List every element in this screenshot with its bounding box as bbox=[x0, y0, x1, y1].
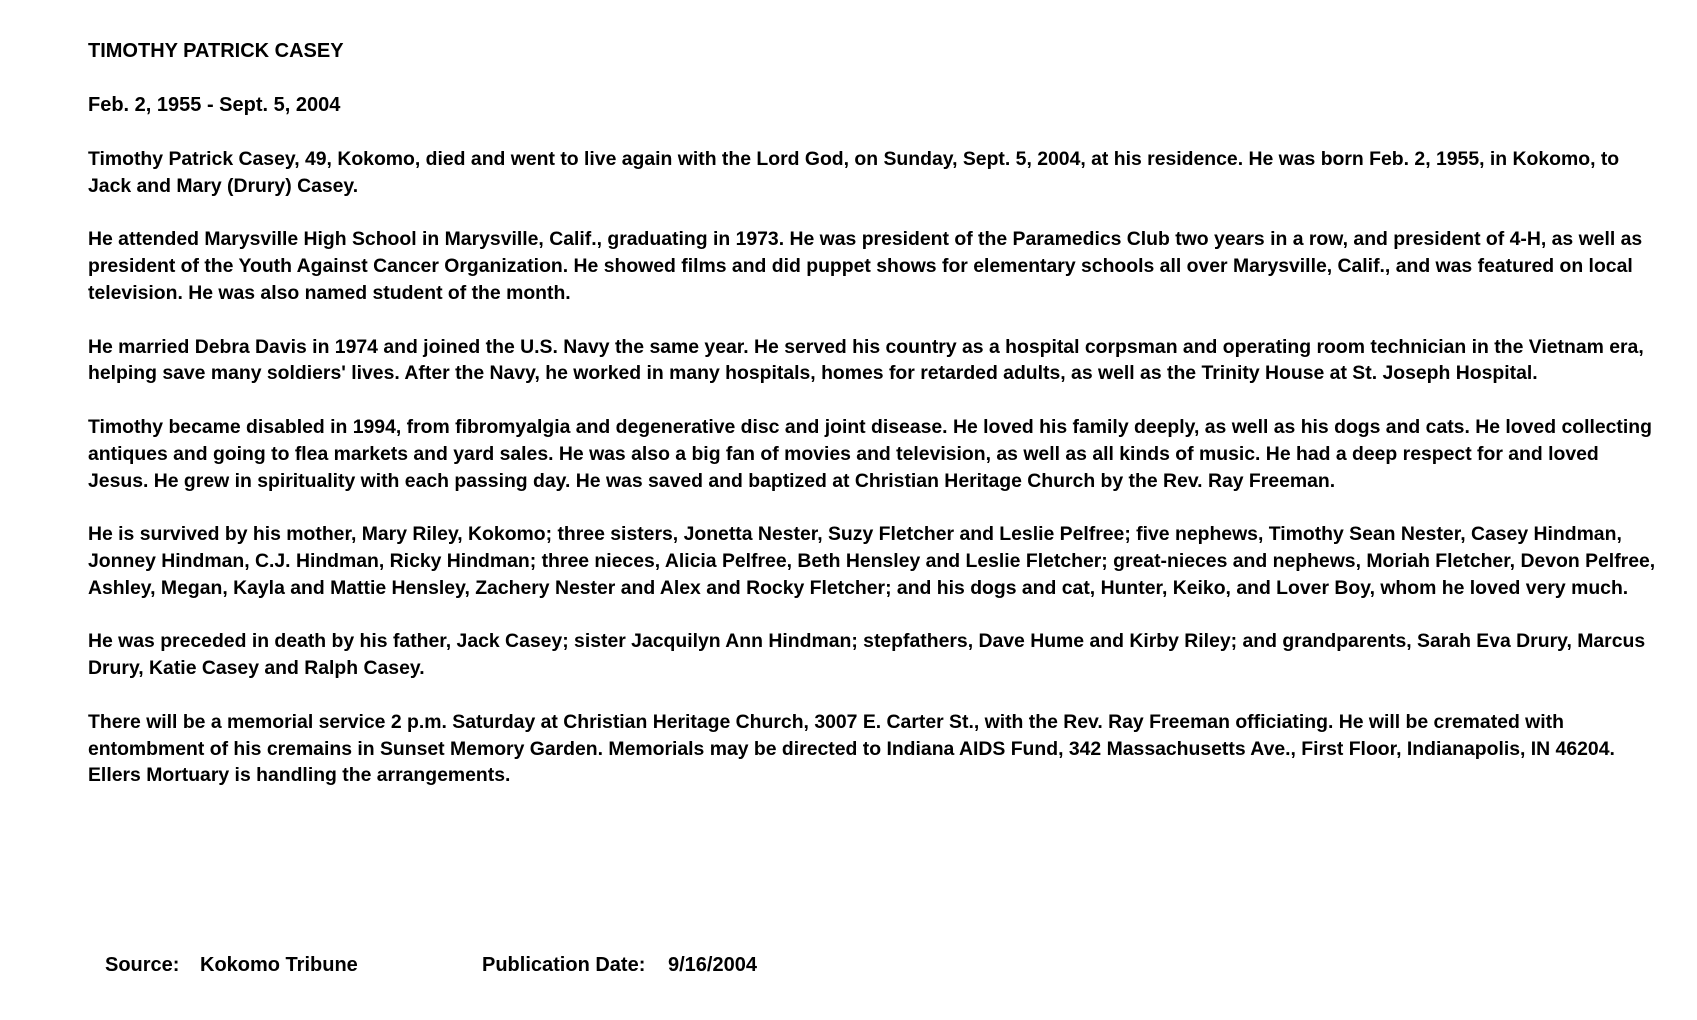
source-label: Source: bbox=[105, 954, 180, 976]
paragraph-death-birth: Timothy Patrick Casey, 49, Kokomo, died and went to live again with the Lord God, on Sunday, Sept. 5, 2004, at his residence. He was born Feb. 2, 1955, in Kokomo, to Jack and Mary (Drury) Casey. bbox=[88, 148, 1620, 197]
paragraph-preceded-in-death: He was preceded in death by his father, Jack Casey; sister Jacquilyn Ann Hindman; stepfathers, Dave Hume and Kirby Riley; and grandparents, Sarah Eva Drury, Marcus Drury, Katie Casey and Ralph Casey. bbox=[88, 630, 1646, 680]
source-value: Kokomo Tribune bbox=[200, 954, 358, 976]
publication-date-value: 9/16/2004 bbox=[668, 954, 757, 976]
paragraph-personal-life: Timothy became disabled in 1994, from fibromyalgia and degenerative disc and joint disease. He loved his family deeply, as well as his dogs and cats. He loved collecting antiques and going to flea markets and yard sales. He was also a big fan of movies and television, as well as all kinds of music. He had a deep respect for and loved Jesus. He grew in spirituality with each passing day. He was saved and baptized at Christian Heritage Church by the Rev. Ray Freeman. bbox=[88, 415, 1652, 492]
obituary-content bbox=[88, 38, 1660, 816]
paragraph-education: He attended Marysville High School in Marysville, Calif., graduating in 1973. He was president of the Paramedics Club two years in a row, and president of 4-H, as well as president of the Youth Against Cancer Organization. He showed films and did puppet shows for elementary schools all over Marysville, Calif., and was featured on local television. He was also named student of the month. bbox=[88, 228, 1643, 304]
publication-date-label: Publication Date: bbox=[482, 954, 646, 976]
paragraph-survivors: He is survived by his mother, Mary Riley, Kokomo; three sisters, Jonetta Nester, Suzy Fletcher and Leslie Pelfree; five nephews, Timothy Sean Nester, Casey Hindman, Jonney Hindman, C.J. Hindman, Ricky Hindman; three nieces, Alicia Pelfree, Beth Hensley and Leslie Fletcher; great-nieces and nephews, Moriah Fletcher, Devon Pelfree, Ashley, Megan, Kayla and Mattie Hensley, Zachery Nester and Alex and Rocky Fletcher; and his dogs and cat, Hunter, Keiko, and Lover Boy, whom he loved very much. bbox=[88, 523, 1656, 599]
obituary-title: TIMOTHY PATRICK CASEY bbox=[88, 40, 344, 62]
life-dates: Feb. 2, 1955 - Sept. 5, 2004 bbox=[88, 94, 341, 116]
paragraph-memorial-service: There will be a memorial service 2 p.m. Saturday at Christian Heritage Church, 3007 E. Carter St., with the Rev. Ray Freeman officiating. He will be cremated with entombment of his cremains in Sunset Memory Garden. Memorials may be directed to Indiana AIDS Fund, 342 Massachusetts Ave., First Floor, Indianapolis, IN 46204. Ellers Mortuary is handling the arrangements. bbox=[88, 710, 1615, 787]
paragraph-career: He married Debra Davis in 1974 and joined the U.S. Navy the same year. He served his country as a hospital corpsman and operating room technician in the Vietnam era, helping save many soldiers' lives. After the Navy, he worked in many hospitals, homes for retarded adults, as well as the Trinity House at St. Joseph Hospital. bbox=[88, 335, 1644, 385]
